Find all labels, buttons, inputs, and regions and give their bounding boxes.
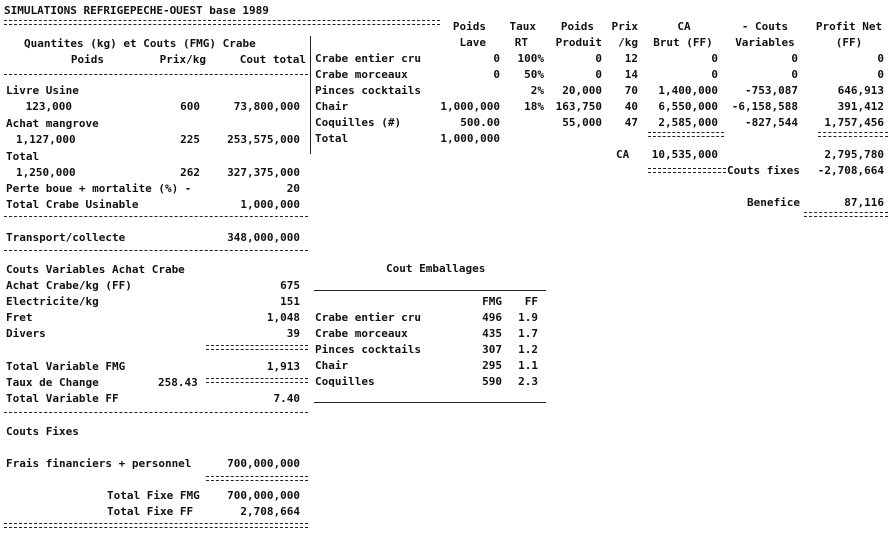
profit-rule xyxy=(818,132,888,137)
left-rule-1 xyxy=(4,74,308,75)
hdr-couts-2: Variables xyxy=(735,36,795,49)
hdr-prix-2: /kg xyxy=(618,36,638,49)
livre-poids: 123,000 xyxy=(25,100,72,113)
emballages-col-ff: FF xyxy=(524,295,538,308)
perte-label: Perte boue + mortalite (%) - xyxy=(6,182,192,195)
left-rule-4 xyxy=(4,412,308,413)
emballage-fmg: 590 xyxy=(482,375,502,388)
cv-achat-label: Achat Crabe/kg (FF) xyxy=(6,279,132,292)
page-title: SIMULATIONS REFRIGEPECHE-OUEST base 1989 xyxy=(4,4,269,17)
emballage-label: Coquilles xyxy=(315,375,375,388)
benefice-value: 87,116 xyxy=(844,196,884,209)
benefice-label: Benefice xyxy=(747,196,800,209)
left-rule-2 xyxy=(4,216,308,217)
benefice-rule xyxy=(804,212,888,217)
hdr-produit-2: Produit xyxy=(555,36,602,49)
row-couts: -6,158,588 xyxy=(731,100,798,113)
ca-total: 10,535,000 xyxy=(651,148,718,161)
livre-cout: 73,800,000 xyxy=(233,100,300,113)
achat-prix: 225 xyxy=(180,133,200,146)
row-poids: 0 xyxy=(493,68,500,81)
emballage-label: Chair xyxy=(315,359,349,372)
couts-fixes-value: -2,708,664 xyxy=(817,164,884,177)
cv-elec-label: Electricite/kg xyxy=(6,295,99,308)
hdr-profit-1: Profit Net xyxy=(815,20,883,33)
taux-value: 258.43 xyxy=(158,376,198,389)
tf-ff-label: Total Fixe FF xyxy=(107,505,194,518)
cv-fret-value: 1,048 xyxy=(266,311,300,324)
achat-mangrove-label: Achat mangrove xyxy=(6,117,99,130)
cv-elec-value: 151 xyxy=(280,295,300,308)
hdr-taux-2: RT xyxy=(514,36,528,49)
emballage-ff: 1.1 xyxy=(518,359,538,372)
row-profit: 391,412 xyxy=(837,100,884,113)
cf-rule xyxy=(206,476,308,481)
tf-ff-value: 2,708,664 xyxy=(240,505,300,518)
row-poids: 500.00 xyxy=(460,116,500,129)
row-ca: 1,400,000 xyxy=(658,84,718,97)
frais-value: 700,000,000 xyxy=(227,457,300,470)
cv-achat-value: 675 xyxy=(280,279,300,292)
couts-fixes-rule xyxy=(648,168,726,173)
emballage-fmg: 435 xyxy=(482,327,502,340)
emballage-label: Crabe entier cru xyxy=(315,311,421,324)
row-ca: 0 xyxy=(711,52,718,65)
row-produit: 163,750 xyxy=(555,100,602,113)
row-profit: 646,913 xyxy=(837,84,884,97)
emballage-fmg: 496 xyxy=(482,311,502,324)
hdr-taux-1: Taux xyxy=(509,20,536,33)
column-divider xyxy=(310,36,311,154)
row-label: Crabe entier cru xyxy=(315,52,421,65)
taux-rule xyxy=(206,378,308,383)
row-prix: 70 xyxy=(624,84,638,97)
emballages-bottom-rule xyxy=(314,402,546,403)
row-ca: 0 xyxy=(711,68,718,81)
cv-header: Couts Variables Achat Crabe xyxy=(6,263,185,276)
total-prix: 262 xyxy=(180,166,200,179)
emballage-ff: 2.3 xyxy=(518,375,538,388)
cv-divers-value: 39 xyxy=(286,327,300,340)
row-taux: 2% xyxy=(530,84,544,97)
transport-label: Transport/collecte xyxy=(6,231,126,244)
tf-fmg-label: Total Fixe FMG xyxy=(107,489,200,502)
row-label: Coquilles (#) xyxy=(315,116,402,129)
row-taux: 18% xyxy=(524,100,544,113)
row-prix: 12 xyxy=(624,52,638,65)
row-ca: 6,550,000 xyxy=(658,100,718,113)
row-produit: 20,000 xyxy=(562,84,602,97)
tf-fmg-value: 700,000,000 xyxy=(227,489,300,502)
total-poids: 1,250,000 xyxy=(16,166,76,179)
row-prix: 40 xyxy=(624,100,638,113)
emballage-fmg: 307 xyxy=(482,343,502,356)
left-rule-3 xyxy=(4,250,308,251)
hdr-ca-1: CA xyxy=(677,20,691,33)
ca-label: CA xyxy=(616,148,630,161)
row-prix: 14 xyxy=(624,68,638,81)
emballage-fmg: 295 xyxy=(482,359,502,372)
achat-cout: 253,575,000 xyxy=(227,133,300,146)
hdr-profit-2: (FF) xyxy=(835,36,863,49)
row-poids: 1,000,000 xyxy=(440,100,500,113)
row-taux: 50% xyxy=(524,68,544,81)
emballage-label: Pinces cocktails xyxy=(315,343,421,356)
quantites-header: Quantites (kg) et Couts (FMG) Crabe xyxy=(24,37,256,50)
row-produit: 0 xyxy=(595,52,602,65)
emballage-ff: 1.7 xyxy=(518,327,538,340)
hdr-ca-2: Brut (FF) xyxy=(653,36,713,49)
livre-prix: 600 xyxy=(180,100,200,113)
livre-usine-label: Livre Usine xyxy=(6,84,79,97)
cv-divers-label: Divers xyxy=(6,327,46,340)
row-couts: -753,087 xyxy=(745,84,798,97)
tv-fmg-value: 1,913 xyxy=(266,360,300,373)
row-produit: 55,000 xyxy=(562,116,602,129)
frais-label: Frais financiers + personnel xyxy=(6,457,192,470)
ca-rule xyxy=(648,132,724,137)
hdr-prix-1: Prix xyxy=(611,20,638,33)
row-couts: 0 xyxy=(791,68,798,81)
row-prix: 47 xyxy=(624,116,638,129)
row-label: Crabe morceaux xyxy=(315,68,408,81)
transport-value: 348,000,000 xyxy=(227,231,300,244)
row-ca: 2,585,000 xyxy=(658,116,718,129)
row-label: Pinces cocktails xyxy=(315,84,421,97)
total-cout: 327,375,000 xyxy=(227,166,300,179)
row-produit: 0 xyxy=(595,68,602,81)
perte-value: 20 xyxy=(286,182,300,195)
row-couts: -827,544 xyxy=(745,116,798,129)
tv-ff-label: Total Variable FF xyxy=(6,392,119,405)
right-total-poids: 1,000,000 xyxy=(440,132,500,145)
cv-fret-label: Fret xyxy=(6,311,33,324)
col-cout-header: Cout total xyxy=(239,53,306,66)
profit-total: 2,795,780 xyxy=(824,148,884,161)
usinable-label: Total Crabe Usinable xyxy=(6,198,139,211)
col-poids-header: Poids xyxy=(70,53,104,66)
right-total-label: Total xyxy=(315,132,349,145)
couts-fixes-label: Couts fixes xyxy=(727,164,800,177)
tv-fmg-label: Total Variable FMG xyxy=(6,360,126,373)
row-label: Chair xyxy=(315,100,349,113)
emballages-col-fmg: FMG xyxy=(482,295,502,308)
emballage-ff: 1.9 xyxy=(518,311,538,324)
row-poids: 0 xyxy=(493,52,500,65)
bottom-rule xyxy=(4,523,308,528)
emballages-top-rule xyxy=(314,290,546,291)
cf-header: Couts Fixes xyxy=(6,425,79,438)
achat-poids: 1,127,000 xyxy=(16,133,76,146)
hdr-poids-lave-2: Lave xyxy=(459,36,486,49)
total-label: Total xyxy=(6,150,40,163)
title-rule xyxy=(4,20,440,25)
row-couts: 0 xyxy=(791,52,798,65)
cv-subtotal-rule xyxy=(206,345,308,350)
emballage-ff: 1.2 xyxy=(518,343,538,356)
col-prix-header: Prix/kg xyxy=(159,53,206,66)
row-profit: 0 xyxy=(877,52,884,65)
row-profit: 0 xyxy=(877,68,884,81)
emballages-title: Cout Emballages xyxy=(386,262,486,275)
emballage-label: Crabe morceaux xyxy=(315,327,408,340)
row-taux: 100% xyxy=(517,52,544,65)
hdr-couts-1: - Couts xyxy=(741,20,789,33)
tv-ff-value: 7.40 xyxy=(273,392,300,405)
hdr-poids-lave-1: Poids xyxy=(452,20,486,33)
row-profit: 1,757,456 xyxy=(824,116,884,129)
hdr-produit-1: Poids xyxy=(560,20,594,33)
taux-label: Taux de Change xyxy=(6,376,99,389)
usinable-value: 1,000,000 xyxy=(240,198,300,211)
